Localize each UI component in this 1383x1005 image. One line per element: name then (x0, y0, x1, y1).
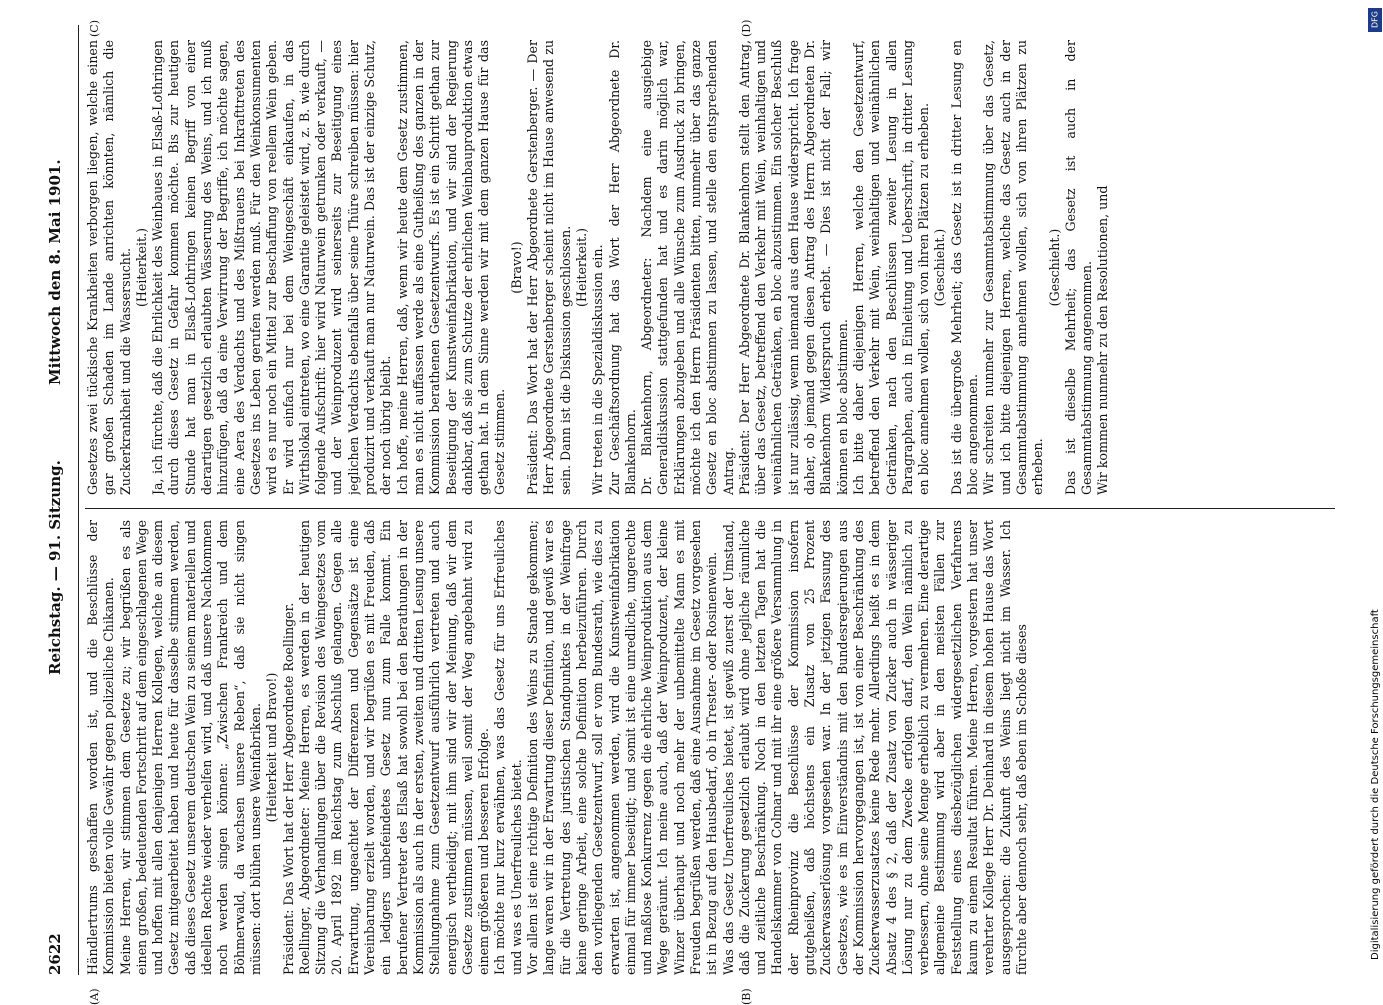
interjection: (Heiterkeit.) (133, 228, 149, 307)
paragraph: Roellinger, Abgeordneter: Meine Herren, es werden in der heutigen Sitzung die Verhandlungen über die Revision des Weingesetzes vom 20. April 1892 im Reichstag zum Abschluß gelangen. Gegen alle Erwartung, ungeachtet der Differenzen und Gegensätze ist eine Vereinbarung erzielt worden, und wir begrüßen es mit Freuden, daß ein ledigers unbefeindetes Gesetz nun zum Falle kommt. Ein berufener Vertreter des Elsaß hat sowohl bei den Berathungen in der Kommission als auch in der ersten, zweiten und dritten Lesung unsere Stellungnahme zum Gesetzentwurf ausführlich vertreten und auch energisch vertheidigt; mit ihm sind wir der Meinung, daß wir dem Gesetze zustimmen müssen, weil somit der Weg angebahnt wird zu einem größeren und besseren Erfolge. (296, 520, 492, 975)
dfg-logo: DFG (1368, 8, 1382, 32)
paragraph: Das ist dieselbe Mehrheit; das Gesetz ist auch in der Gesammtabstimmung angenommen. (1062, 40, 1095, 495)
paragraph: Meine Herren, wir stimmen dem Gesetze zu; wir begrüßen es als einen großen, bedeutenden Fortschritt auf dem eingeschlagenen Wege und hoffen mit allen denjenigen Herren Kollegen, welche an diesem Gesetz mitgearbeitet haben und heute für dasselbe stimmen werden, daß dieses Gesetz unserem deutschen Wein zu seinem materiellen und ideellen Rechte wieder verhelfen wird, und daß unsere Nachkommen noch werden singen können: „Zwischen Frankreich und dem Böhmerwald, da wachsen unsere Reben“, daß sie nicht singen müssen: dort blühen unsere Weinfabriken. (117, 520, 263, 975)
paragraph: Was das Gesetz Unerfreuliches bietet, ist gewiß zuerst der Umstand, daß die Zuckerung gesetzlich erlaubt wird ohne jegliche räumliche und zeitliche Beschränkung. Noch in den letzten Tagen hat die Handelskammer von Colmar und mit ihr eine größere Versammlung in der Rheinprovinz die Beschlüsse der Kommission insofern gutgeheißen, daß höchstens ein Zusatz von 25 Prozent Zuckerwasserlösung vorgesehen war. In der jetzigen Fassung des Gesetzes, wie es im Einverständnis mit den Bundesregierungen aus der Kommission hervorgegangen ist, ist von einer Beschränkung des Zuckerwasserzusatzes keine Rede mehr. Allerdings heißt es in dem Absatz 4 des § 2, daß der Zusatz von Zucker auch in wässeriger Lösung nur zu dem Zwecke erfolgen darf, den Wein nämlich zu verbessern, ohne seine Menge erheblich zu vermehren. Eine derartige allgemeine Bestimmung wird aber in den meisten Fällen zur Feststellung eines diesbezüglichen widergesetzlichen Verfahrens kaum zu einem Resultat führen. Meine Herren, vorgestern hat unser verehrter Kollege Herr Dr. Deinhard in diesem hohen Hause das Wort ausgesprochen: die Zukunft des Weins liegt nicht im Wasser. Ich fürchte aber dennoch sehr, daß eben im Schoße dieses (720, 520, 1029, 975)
paragraph: Präsident: Das Wort hat der Herr Abgeordnete Gerstenberger. — Der Herr Abgeordnete Gerstenberger scheint nicht im Hause anwesend zu sein. Dann ist die Diskussion geschlossen. (525, 40, 573, 495)
interjection: (Geschieht.) (932, 228, 948, 307)
paragraph: Gesetzes zwei tückische Krankheiten verborgen liegen, welche einen gar großen Schaden im Lande anrichten könnten, nämlich die Zuckerkrankheit und die Wassersucht. (85, 40, 133, 495)
right-column (85, 40, 1335, 495)
paragraph: Zur Geschäftsordnung hat das Wort der Herr Abgeordnete Dr. Blankenhorn. (606, 40, 638, 495)
interjection: (Bravo!) (508, 241, 524, 294)
margin-marker-c: (C) (88, 20, 101, 37)
interjection: (Geschieht.) (1046, 228, 1062, 307)
page-header (40, 25, 79, 975)
paragraph: Präsident: Das Wort hat der Herr Abgeordnete Roellinger. (280, 602, 296, 975)
paragraph: Ich bitte daher diejenigen Herren, welche den Gesetzentwurf, betreffend den Verkehr mit Wein, weinhaltigen und weinähnlichen Getränken, nach den Beschlüssen zweiter Lesung in allen Paragraphen, auch in Einleitung und Ueberschrift, in dritter Lesung en bloc annehmen wollen, sich von ihren Plätzen zu erheben. (850, 40, 932, 495)
paragraph: Ich hoffe, meine Herren, daß, wenn wir heute dem Gesetz zustimmen, man es nicht auffassen werde als eine Gutheißung des ganzen in der Kommission berathenen Gesetzentwurfs. Es ist ein Schritt gethan zur Beseitigung der Kunstweinfabrikation, und wir sind der Regierung dankbar, daß sie zum Schutze der ehrlichen Weinbauproduktion etwas gethan hat. In dem Sinne werden wir mit dem ganzen Hause für das Gesetz stimmen. (394, 40, 508, 495)
paragraph: Wir schreiten nunmehr zur Gesammtabstimmung über das Gesetz, und ich bitte diejenigen Herren, welche das Gesetz auch in der Gesammtabstimmung annehmen wollen, sich von ihren Plätzen zu erheben. (981, 40, 1046, 495)
interjection: (Heiterkeit.) (573, 228, 589, 307)
page-title: Reichstag. — 91. Sitzung. (46, 460, 64, 675)
paragraph: Wir kommen nunmehr zu den Resolutionen, und (1095, 185, 1111, 495)
interjection: (Heiterkeit und Bravo!) (264, 672, 280, 823)
page-number: 2622 (46, 933, 64, 975)
paragraph: Händlertrums geschaffen worden ist, und die Beschlüsse der Kommission bieten volle Gewähr gegen polizeiliche Chikanen. (85, 520, 117, 975)
paragraph: Ich möchte nur kurz erwähnen, was das Gesetz für uns Erfreuliches und was es Unerfreuliches bietet. (492, 520, 524, 975)
margin-marker-a: (A) (88, 988, 101, 1005)
margin-marker-d: (D) (740, 19, 753, 37)
paragraph: Ja, ich fürchte, daß die Ehrlichkeit des Weinbaues in Elsaß-Lothringen durch dieses Gesetz in Gefahr kommen möchte. Bis zur heutigen Stunde hat man in Elsaß-Lothringen keinen Begriff von einer derartigen gesetzlich erlaubten Wässerung des Weins, und ich muß hinzufügen, daß da eine Verwirrung der Begriffe, ich möchte sagen, eine Aera des Verdachts und des Mißtrauens bei Inkrafttreten des Gesetzes ins Leben gerufen werden muß. Für den Weinkonsumenten wird es nur noch ein Mittel zur Beschaffung von reellem Wein geben. Er wird einfach nur bei dem Weingeschäft einkaufen, in das Wirthslokal eintreten, wo eine Garantie geleistet wird, z. B. wie durch folgende Aufschrift: hier wird Naturwein getrunken oder verkauft, — und der Weinproduzent wird seinerseits zur Beseitigung eines jeglichen Verdachts ebenfalls über seine Thüre schreiben müssen: hier produzirt und verkauft man nur Naturwein. Das ist der einzige Schutz, der noch übrig bleibt. (150, 40, 394, 495)
column-divider (85, 508, 1335, 509)
paragraph: Wir treten in die Spezialdiskussion ein. (590, 244, 606, 495)
left-column (85, 520, 1335, 975)
paragraph: Dr. Blankenhorn, Abgeordneter: Nachdem eine ausgiebige Generaldiskussion stattgefunden hat und es darin möglich war, Erklärungen abzugeben und alle Wünsche zum Ausdruck zu bringen, möchte ich den Herrn Präsidenten bitten, nunmehr über das ganze Gesetz en bloc abstimmen zu lassen, und stelle den entsprechenden Antrag. (639, 40, 736, 495)
margin-marker-b: (B) (740, 988, 753, 1005)
session-date: Mittwoch den 8. Mai 1901. (46, 159, 64, 385)
paragraph: Präsident: Der Herr Abgeordnete Dr. Blankenhorn stellt den Antrag, über das Gesetz, betreffend den Verkehr mit Wein, weinhaltigen und weinähnlichen Getränken, en bloc abzustimmen. Ein solcher Beschluß ist nur zulässig, wenn niemand aus dem Hause widerspricht. Ich frage daher, ob jemand gegen diesen Antrag des Herrn Abgeordneten Dr. Blankenhorn Widerspruch erhebt. — Dies ist nicht der Fall; wir können en bloc abstimmen. (736, 40, 850, 495)
rotated-page-content (40, 19, 1340, 1005)
paragraph: Das ist die übergroße Mehrheit; das Gesetz ist in dritter Lesung en bloc angenommen. (948, 40, 981, 495)
digitization-credit: Digitalisierung gefördert durch die Deutsche Forschungsgemeinschaft (1370, 609, 1381, 960)
paragraph: Vor allem ist eine richtige Definition des Weins zu Stande gekommen; lange waren wir in der Erwartung dieser Definition, und gewiß war es für die Vertretung des juristischen Standpunktes in der Weinfrage keine geringe Arbeit, eine solche Definition herbeizuführen. Durch den vorliegenden Gesetzentwurf, soll er vom Bundesrath, wie dies zu erwarten ist, angenommen werden, wird die Kunstweinfabrikation einmal für immer beseitigt; und somit ist eine unredliche, ungerechte und maßlose Konkurrenz gegen die ehrliche Weinproduktion aus dem Wege geräumt. Ich meine auch, daß der Weinproduzent, der kleine Winzer überhaupt und noch mehr der unbemittelte Mann es mit Freuden begrüßen werden, daß eine Ausnahme im Gesetz vorgesehen ist in Bezug auf den Hausbedarf, ob in Trester- oder Rosinenwein. (525, 520, 720, 975)
